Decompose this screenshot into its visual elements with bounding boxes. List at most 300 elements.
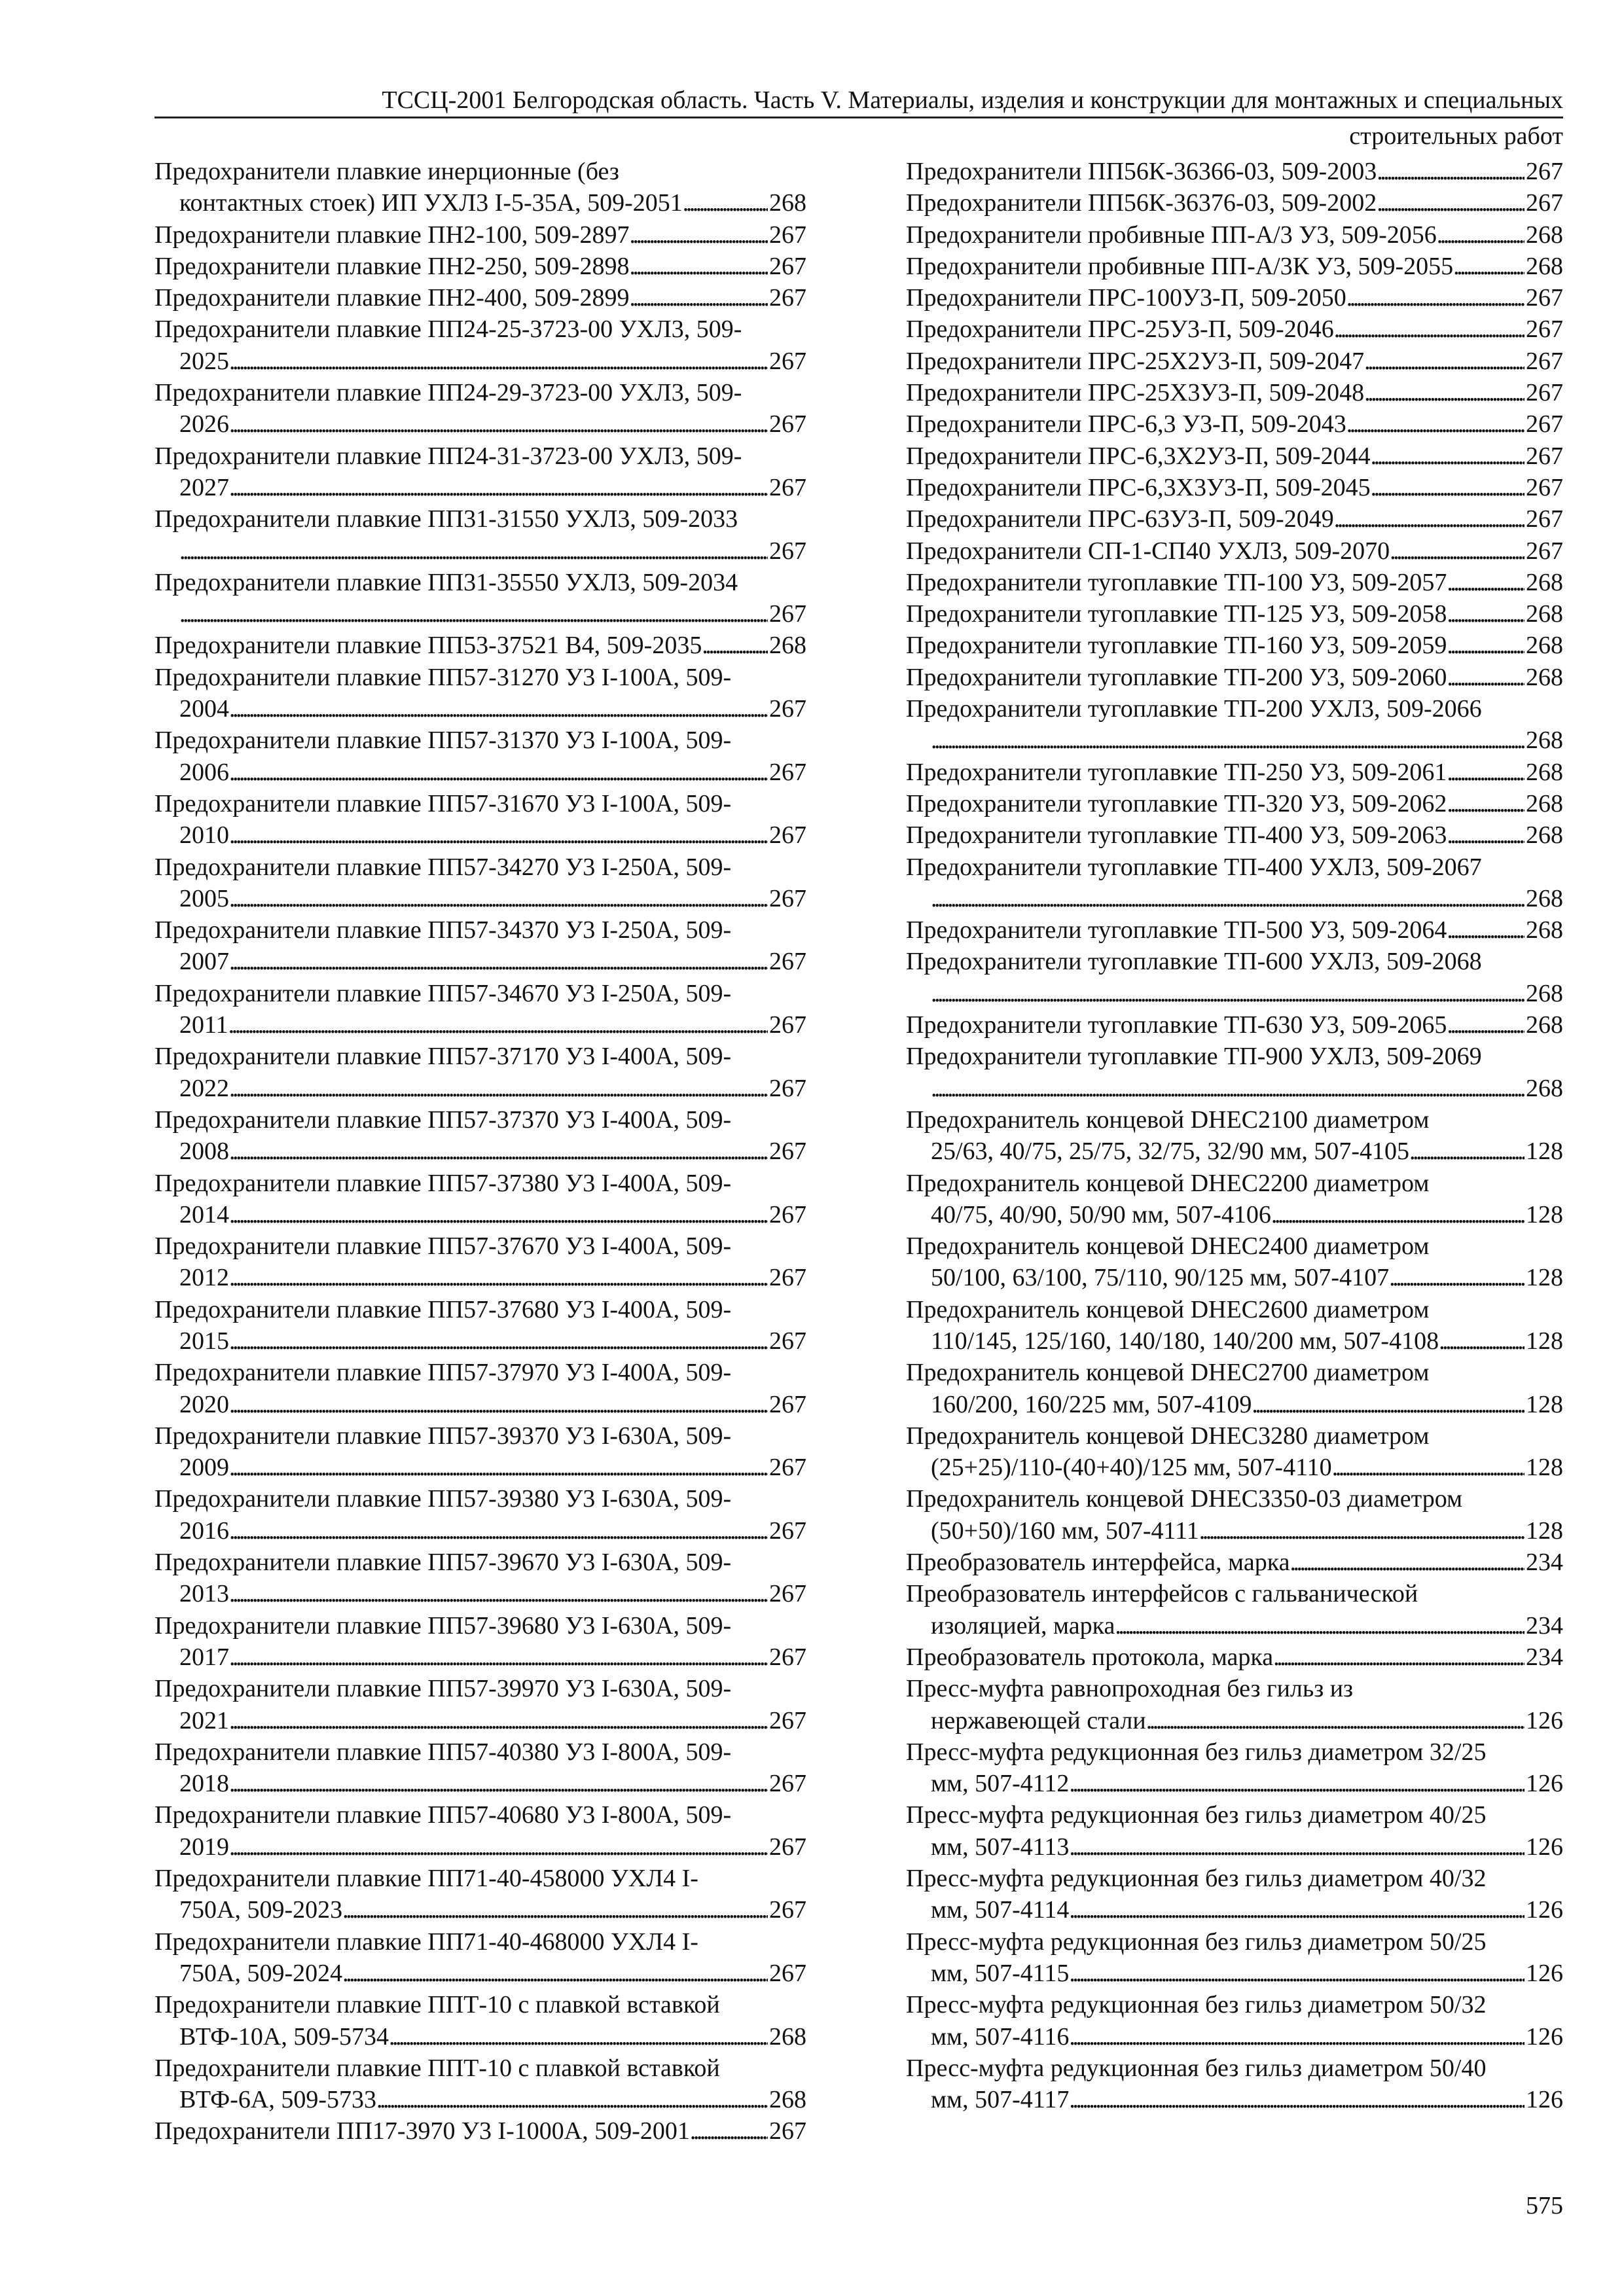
index-entry-continuation	[154, 1768, 806, 1799]
index-entry-text: Предохранители ПРС-6,3 У3-П, 509-2043	[906, 410, 1346, 439]
index-entry-text: Предохранители тугоплавкие ТП-200 УХЛ3, 509-2066	[906, 695, 1482, 723]
index-entry-text: 2019	[179, 1833, 229, 1861]
index-entry-text: Предохранитель концевой DHEC2100 диаметром	[906, 1105, 1430, 1134]
index-entry-page: 268	[769, 189, 806, 217]
dot-leader	[1447, 567, 1525, 598]
index-entry-page: 128	[1526, 1327, 1563, 1355]
index-entry-text: Предохранители плавкие ПП57-37170 У3 I-400А, 509-	[154, 1043, 732, 1071]
index-entry-text: Предохранители ПРС-100У3-П, 509-2050	[906, 284, 1346, 312]
index-entry-text: 2026	[179, 410, 229, 439]
dot-leader	[931, 978, 1525, 1009]
index-entry-line	[154, 1420, 806, 1452]
index-entry-text: Преобразователь интерфейса, марка	[906, 1549, 1290, 1577]
index-entry-line	[154, 1736, 806, 1768]
index-entry-text: Предохранители плавкие ПП57-34370 У3 I-250А, 509-	[154, 916, 732, 944]
index-entry	[906, 1641, 1563, 1673]
index-entry-page: 267	[769, 1390, 806, 1418]
index-entry-continuation	[906, 1262, 1563, 1293]
index-entry-page: 267	[1526, 442, 1563, 470]
index-entry-text: Предохранители плавкие ПП31-35550 УХЛ3, 509-2034	[154, 568, 738, 596]
index-entry-text: Предохранители тугоплавкие ТП-160 У3, 509-2059	[906, 632, 1447, 660]
index-entry-text: Предохранители плавкие ПП57-37680 У3 I-400А, 509-	[154, 1295, 732, 1323]
dot-leader	[229, 1452, 768, 1483]
index-entry-line	[906, 1104, 1563, 1136]
index-entry-page: 267	[769, 821, 806, 850]
index-entry-line	[154, 567, 806, 598]
index-entry	[154, 251, 806, 282]
index-entry	[154, 2053, 806, 2116]
index-entry	[906, 408, 1563, 440]
index-entry-continuation	[906, 1389, 1563, 1420]
index-entry-page: 268	[1526, 663, 1563, 691]
index-entry	[154, 788, 806, 852]
index-entry	[154, 1483, 806, 1547]
index-entry-line	[154, 2115, 806, 2147]
index-entry-page: 126	[1526, 1706, 1563, 1734]
index-entry-text: Предохранители плавкие ПП24-31-3723-00 УХЛ3, 509-	[154, 442, 742, 470]
index-entry-line	[154, 662, 806, 693]
index-entry-continuation	[154, 1262, 806, 1293]
index-entry-page: 128	[1526, 1454, 1563, 1482]
index-entry	[154, 1673, 806, 1736]
index-entry-text: (50+50)/160 мм, 507-4111	[931, 1516, 1199, 1545]
index-entry-line	[154, 156, 806, 187]
index-entry-line	[154, 1989, 806, 2020]
index-entry-page: 267	[769, 1516, 806, 1545]
index-entry-line	[906, 1483, 1563, 1515]
index-entry-line	[906, 1230, 1563, 1262]
index-entry-line	[906, 757, 1563, 788]
index-entry-line	[906, 408, 1563, 440]
index-entry-continuation	[906, 1768, 1563, 1799]
index-entry-continuation	[154, 1389, 806, 1420]
index-entry-text: Пресс-муфта редукционная без гильз диаметром 50/40	[906, 2054, 1487, 2082]
index-entry	[906, 914, 1563, 946]
dot-leader	[690, 2115, 768, 2147]
index-entry	[906, 1009, 1563, 1041]
index-entry-line	[906, 2053, 1563, 2084]
dot-leader	[1069, 1768, 1525, 1799]
index-entry	[906, 282, 1563, 314]
index-entry-text: Предохранитель концевой DHEC2200 диаметром	[906, 1169, 1430, 1197]
index-entry-text: 2008	[179, 1138, 229, 1166]
index-entry-text: Предохранители плавкие инерционные (без	[154, 158, 619, 185]
index-entry-text: 2010	[179, 821, 229, 850]
index-entry-continuation	[154, 346, 806, 377]
index-entry-line	[154, 1104, 806, 1136]
index-entry-line	[154, 1168, 806, 1199]
index-entry-line	[906, 1799, 1563, 1831]
dot-leader	[228, 1009, 768, 1041]
index-entry-page: 267	[769, 884, 806, 912]
index-entry-line	[154, 251, 806, 282]
index-entry-text: Предохранители плавкие ПП57-39680 У3 I-630А, 509-	[154, 1611, 732, 1640]
index-entry-page: 126	[1526, 1896, 1563, 1924]
index-entry-page: 267	[769, 284, 806, 312]
index-entry-text: мм, 507-4116	[931, 2022, 1070, 2051]
index-entry-text: Пресс-муфта равнопроходная без гильз из	[906, 1675, 1354, 1703]
index-entry	[154, 2115, 806, 2147]
index-entry	[906, 1357, 1563, 1420]
index-entry-line	[154, 852, 806, 883]
index-entry-page: 128	[1526, 1138, 1563, 1166]
index-entry-text: Предохранители плавкие ПП57-39370 У3 I-630А, 509-	[154, 1422, 732, 1450]
index-entry	[154, 1041, 806, 1104]
index-entry-line	[154, 1357, 806, 1388]
index-entry	[906, 1230, 1563, 1294]
index-entry	[154, 282, 806, 314]
index-entry-page: 267	[1526, 537, 1563, 565]
index-entry-line	[154, 978, 806, 1009]
index-entry-text: мм, 507-4117	[931, 2086, 1070, 2114]
index-entry-page: 268	[769, 632, 806, 660]
index-entry-line	[906, 788, 1563, 819]
index-entry-continuation	[906, 1199, 1563, 1230]
index-entry-continuation	[154, 187, 806, 219]
index-entry-text: Предохранители ПП56К-36376-03, 509-2002	[906, 189, 1377, 217]
index-entry	[906, 440, 1563, 472]
index-entry-line	[906, 852, 1563, 883]
index-entry	[154, 1420, 806, 1484]
index-entry-text: Предохранители плавкие ПП57-31270 У3 I-100А, 509-	[154, 663, 732, 691]
index-entry-page: 267	[1526, 473, 1563, 501]
dot-leader	[683, 187, 768, 219]
index-entry-line	[154, 725, 806, 756]
index-entry-page: 268	[1526, 884, 1563, 912]
index-entry-continuation	[906, 1894, 1563, 1926]
index-entry-page: 267	[1526, 158, 1563, 185]
index-entry-text: Предохранители плавкие ПП57-40680 У3 I-800А, 509-	[154, 1801, 732, 1829]
dot-leader	[342, 1958, 768, 1989]
index-entry-page: 126	[1526, 1770, 1563, 1798]
index-entry-line	[906, 914, 1563, 946]
dot-leader	[702, 630, 768, 661]
index-entry-line	[906, 314, 1563, 345]
dot-leader	[1453, 251, 1525, 282]
index-entry	[906, 852, 1563, 915]
index-entry-text: Предохранители пробивные ПП-А/3К У3, 509-2055	[906, 252, 1454, 280]
index-entry-page: 268	[1526, 1074, 1563, 1102]
index-entry-text: Предохранители ПП56К-36366-03, 509-2003	[906, 158, 1377, 185]
dot-leader	[1371, 472, 1525, 503]
index-entry-continuation	[154, 1641, 806, 1673]
index-entry-page: 268	[1526, 221, 1563, 249]
index-entry-page: 268	[1526, 600, 1563, 628]
index-entry-continuation	[154, 693, 806, 725]
index-entry-text: Предохранители плавкие ПП57-39380 У3 I-630А, 509-	[154, 1485, 732, 1513]
index-column-right	[906, 156, 1563, 2115]
dot-leader	[1447, 630, 1525, 661]
index-entry-text: Предохранители ПРС-6,3Х2У3-П, 509-2044	[906, 442, 1371, 470]
index-entry	[906, 757, 1563, 788]
index-entry-text: 2007	[179, 948, 229, 976]
index-entry-continuation	[154, 1958, 806, 1989]
dot-leader	[376, 2084, 768, 2115]
index-entry	[906, 156, 1563, 187]
index-entry-text: Предохранители плавкие ПП57-37370 У3 I-400А, 509-	[154, 1105, 732, 1134]
index-entry-text: Предохранители плавкие ПП57-37380 У3 I-400А, 509-	[154, 1169, 732, 1197]
index-entry-line	[906, 693, 1563, 725]
index-entry-text: Предохранители тугоплавкие ТП-200 У3, 509-2060	[906, 663, 1447, 691]
dot-leader	[1364, 346, 1525, 377]
index-entry-page: 267	[769, 1454, 806, 1482]
index-entry-text: мм, 507-4113	[931, 1833, 1070, 1861]
dot-leader	[229, 1136, 768, 1167]
index-entry-text: 2022	[179, 1074, 229, 1102]
index-entry-page: 267	[769, 1959, 806, 1987]
index-entry-continuation	[906, 2021, 1563, 2053]
dot-leader	[229, 1641, 768, 1673]
index-entry-continuation	[906, 978, 1563, 1009]
index-entry-line	[906, 440, 1563, 472]
index-entry	[906, 535, 1563, 567]
index-entry-text: Пресс-муфта редукционная без гильз диаметром 32/25	[906, 1738, 1487, 1766]
index-entry	[906, 1926, 1563, 1990]
index-entry	[906, 1420, 1563, 1484]
index-entry-continuation	[154, 535, 806, 567]
dot-leader	[229, 1199, 768, 1230]
index-entry-page: 267	[769, 410, 806, 439]
dot-leader	[229, 1325, 768, 1357]
dot-leader	[1447, 598, 1525, 630]
dot-leader	[1447, 819, 1525, 851]
index-entry	[154, 978, 806, 1041]
index-entry-page: 268	[769, 2086, 806, 2114]
index-entry-text: 40/75, 40/90, 50/90 мм, 507-4106	[931, 1200, 1271, 1229]
index-entry-line	[906, 662, 1563, 693]
index-entry-text: Предохранители плавкие ПП71-40-458000 УХЛ4 I-	[154, 1865, 698, 1893]
dot-leader	[229, 819, 768, 851]
index-entry-line	[906, 567, 1563, 598]
index-entry-text: Предохранители ПРС-25Х3У3-П, 509-2048	[906, 379, 1365, 407]
index-entry-continuation	[154, 1894, 806, 1926]
index-entry	[906, 2053, 1563, 2116]
dot-leader	[629, 219, 768, 251]
index-entry-page: 267	[1526, 315, 1563, 344]
running-header: ТССЦ-2001 Белгородская область. Часть V. Материалы, изделия и конструкции для монтажных и специальных	[154, 84, 1563, 118]
index-entry-text: Предохранители тугоплавкие ТП-630 У3, 509-2065	[906, 1011, 1447, 1039]
index-entry	[906, 1041, 1563, 1104]
index-entry	[906, 251, 1563, 282]
index-entry-continuation	[154, 883, 806, 914]
index-entry-line	[906, 219, 1563, 251]
index-entry-page: 267	[769, 2117, 806, 2145]
dot-leader	[179, 535, 768, 567]
dot-leader	[229, 1389, 768, 1420]
index-entry-text: изоляцией, марка	[931, 1611, 1115, 1640]
index-entry-page: 268	[1526, 1011, 1563, 1039]
dot-leader	[179, 598, 768, 630]
index-entry-page: 267	[769, 1327, 806, 1355]
index-entry-page: 268	[1526, 916, 1563, 944]
index-entry	[906, 1104, 1563, 1168]
dot-leader	[229, 693, 768, 725]
index-entry-page: 128	[1526, 1516, 1563, 1545]
index-entry-page: 234	[1526, 1549, 1563, 1577]
index-entry-page: 126	[1526, 2086, 1563, 2114]
index-entry-text: Пресс-муфта редукционная без гильз диаметром 40/32	[906, 1865, 1487, 1893]
index-entry-continuation	[154, 1578, 806, 1609]
index-entry-text: Предохранители ПРС-6,3Х3У3-П, 509-2045	[906, 473, 1371, 501]
index-entry-page: 268	[769, 2022, 806, 2051]
index-entry-line	[154, 1863, 806, 1894]
index-entry-line	[906, 156, 1563, 187]
index-entry-line	[906, 187, 1563, 219]
index-entry	[154, 662, 806, 725]
index-entry-text: контактных стоек) ИП УХЛ3 I-5-35А, 509-2051	[179, 189, 683, 217]
dot-leader	[389, 2021, 768, 2053]
index-entry-line	[906, 819, 1563, 851]
index-entry	[154, 1610, 806, 1674]
index-entry-text: 2005	[179, 884, 229, 912]
index-entry-text: ВТФ-6А, 509-5733	[179, 2086, 376, 2114]
index-entry-text: 2021	[179, 1706, 229, 1734]
index-entry-line	[906, 630, 1563, 661]
index-entry-line	[906, 946, 1563, 977]
index-entry-page: 267	[1526, 189, 1563, 217]
index-entry-text: Предохранители тугоплавкие ТП-320 У3, 509-2062	[906, 789, 1447, 817]
index-entry-text: 2012	[179, 1264, 229, 1292]
index-entry	[154, 1294, 806, 1357]
index-entry	[906, 1168, 1563, 1231]
index-entry	[906, 1736, 1563, 1800]
dot-leader	[1146, 1705, 1525, 1736]
index-entry	[154, 1547, 806, 1610]
index-entry-page: 268	[1526, 758, 1563, 786]
index-entry	[154, 440, 806, 504]
index-entry-text: Предохранители плавкие ПП31-31550 УХЛ3, 509-2033	[154, 505, 738, 533]
index-entry-line	[154, 1926, 806, 1958]
index-entry-continuation	[154, 757, 806, 788]
index-entry-line	[906, 1673, 1563, 1704]
index-entry-continuation	[154, 1325, 806, 1357]
dot-leader	[1290, 1547, 1525, 1578]
dot-leader	[629, 282, 768, 314]
index-entry-continuation	[906, 1136, 1563, 1167]
index-entry-text: Предохранитель концевой DHEC2600 диаметром	[906, 1295, 1430, 1323]
index-entry-page: 267	[769, 1643, 806, 1671]
index-entry-text: Предохранители тугоплавкие ТП-500 У3, 509-2064	[906, 916, 1447, 944]
index-entry-line	[906, 1863, 1563, 1894]
index-entry-text: 750А, 509-2023	[179, 1896, 343, 1924]
index-entry-text: 2018	[179, 1770, 229, 1798]
index-entry-page: 234	[1526, 1643, 1563, 1671]
index-entry-text: Предохранители ПРС-25Х2У3-П, 509-2047	[906, 347, 1365, 375]
index-entry-continuation	[154, 1452, 806, 1483]
index-entry-page: 267	[769, 1580, 806, 1608]
index-entry	[906, 503, 1563, 535]
index-entry-line	[154, 1294, 806, 1325]
index-entry	[906, 788, 1563, 819]
index-entry	[906, 187, 1563, 219]
dot-leader	[1364, 377, 1525, 408]
index-entry-line	[154, 1547, 806, 1578]
index-entry	[906, 1799, 1563, 1863]
index-entry-line	[906, 377, 1563, 408]
index-entry-page: 268	[1526, 568, 1563, 596]
index-entry	[154, 1357, 806, 1420]
dot-leader	[229, 408, 768, 440]
index-entry-line	[906, 251, 1563, 282]
index-entry	[154, 1736, 806, 1800]
index-entry-page: 267	[769, 252, 806, 280]
index-entry-text: Предохранители плавкие ПП57-34270 У3 I-250А, 509-	[154, 853, 732, 881]
index-entry-text: 750А, 509-2024	[179, 1959, 343, 1987]
index-entry-text: Пресс-муфта редукционная без гильз диаметром 40/25	[906, 1801, 1487, 1829]
index-entry-continuation	[154, 1136, 806, 1167]
index-entry-text: Предохранитель концевой DHEC2400 диаметром	[906, 1232, 1430, 1261]
index-entry-page: 267	[769, 1833, 806, 1861]
index-entry-line	[906, 503, 1563, 535]
index-entry-line	[906, 346, 1563, 377]
index-entry	[906, 1989, 1563, 2053]
index-entry-line	[154, 314, 806, 345]
index-entry-text: 2016	[179, 1516, 229, 1545]
index-entry-text: Предохранители тугоплавкие ТП-400 УХЛ3, 509-2067	[906, 853, 1482, 881]
index-entry-page: 267	[769, 695, 806, 723]
index-entry-line	[154, 914, 806, 946]
index-entry-text: Пресс-муфта редукционная без гильз диаметром 50/25	[906, 1928, 1487, 1956]
index-entry-text: Предохранители плавкие ПП57-34670 У3 I-250А, 509-	[154, 979, 732, 1007]
index-entry	[154, 630, 806, 661]
index-entry	[906, 693, 1563, 757]
index-entry-page: 128	[1526, 1390, 1563, 1418]
index-entry-continuation	[154, 1515, 806, 1547]
index-entry-page: 267	[769, 1138, 806, 1166]
dot-leader	[1069, 1958, 1525, 1989]
index-entry-text: 2020	[179, 1390, 229, 1418]
index-entry-continuation	[154, 1199, 806, 1230]
index-entry-line	[906, 1547, 1563, 1578]
index-entry-continuation	[906, 1515, 1563, 1547]
index-entry-text: 2015	[179, 1327, 229, 1355]
index-entry-line	[906, 1736, 1563, 1768]
index-entry-page: 268	[1526, 632, 1563, 660]
dot-leader	[931, 1073, 1525, 1104]
index-entry-text: Предохранители плавкие ППТ-10 с плавкой вставкой	[154, 1991, 720, 2019]
index-entry-text: Предохранители плавкие ПП57-37670 У3 I-400А, 509-	[154, 1232, 732, 1261]
index-entry-text: Предохранители плавкие ПП53-37521 В4, 509-2035	[154, 632, 702, 660]
index-entry-page: 126	[1526, 1959, 1563, 1987]
dot-leader	[1447, 757, 1525, 788]
index-entry-text: Предохранители тугоплавкие ТП-900 УХЛ3, 509-2069	[906, 1043, 1482, 1071]
index-entry-text: Преобразователь протокола, марка	[906, 1643, 1274, 1671]
index-entry	[906, 219, 1563, 251]
index-entry	[154, 852, 806, 915]
index-entry-text: Предохранители тугоплавкие ТП-400 У3, 509-2063	[906, 821, 1447, 850]
index-entry-continuation	[906, 1958, 1563, 1989]
index-entry-continuation	[154, 408, 806, 440]
index-entry-text: Предохранители тугоплавкие ТП-600 УХЛ3, 509-2068	[906, 948, 1482, 976]
dot-leader	[229, 1705, 768, 1736]
index-entry	[154, 1926, 806, 1990]
index-entry	[154, 1168, 806, 1231]
index-entry-continuation	[154, 1073, 806, 1104]
index-entry-line	[906, 1009, 1563, 1041]
index-entry-line	[906, 282, 1563, 314]
index-entry-page: 268	[1526, 726, 1563, 755]
index-entry-continuation	[154, 819, 806, 851]
index-entry-line	[154, 219, 806, 251]
index-entry-text: мм, 507-4112	[931, 1770, 1070, 1798]
index-entry-line	[154, 1799, 806, 1831]
index-entry-text: Преобразователь интерфейсов с гальванической	[906, 1580, 1418, 1608]
dot-leader	[1447, 662, 1525, 693]
index-entry-line	[906, 472, 1563, 503]
index-entry	[906, 819, 1563, 851]
dot-leader	[1437, 219, 1525, 251]
index-entry-page: 267	[769, 948, 806, 976]
